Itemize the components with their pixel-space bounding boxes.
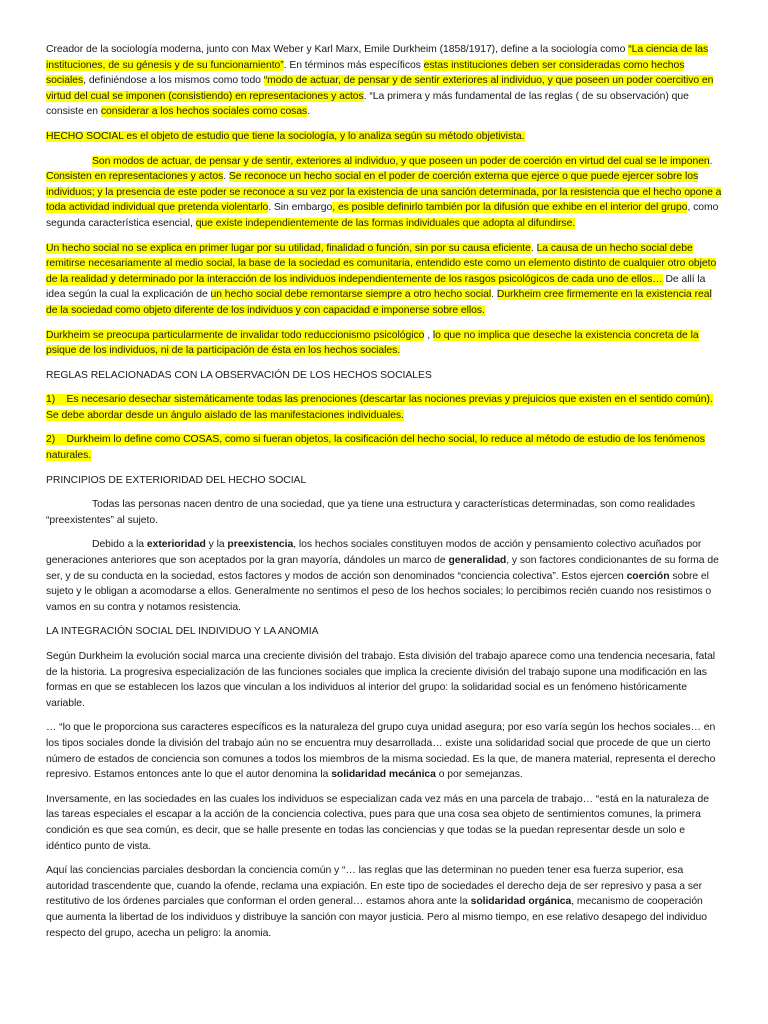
highlighted-text: Se reconoce un hecho social en el poder de coerción externa que ejerce o que puede ejercer sobre los individuos; y la presencia de este poder se reconoce a su vez por la existencia de una sanción determinada, por la resistencia que el hecho opone a toda actividad individual que pretenda violentarlo [46,171,722,214]
bold-term: solidaridad orgánica [470,896,572,908]
text-run: . [530,242,537,254]
highlighted-text: 1) Es necesario desechar sistemáticamente todas las prenociones (descartar las nociones previas y prejuicios que existen en el sentido común). Se debe abordar desde un ángulo aislado de las manifestaciones individuales. [46,394,713,421]
paragraph-division-trabajo: Según Durkheim la evolución social marca una creciente división del trabajo. Esta división del trabajo aparece como una tendencia necesaria, fatal de la historia. La progresiva especialización de las funciones sociales que implica la creciente división del trabajo supone una modificación en las formas en que se establecen los lazos que vinculan a los individuos al interior del grupo: la solidaridad social es un fenómeno históricamente variable. [46,651,716,709]
paragraph-reduccionismo [46,328,722,359]
text-run: Debido a la [92,539,147,551]
text-run: . [491,289,497,301]
text-run: sobre el sujeto y le obligan a acomodarse a ellos. Generalmente no sentimos el peso de los hechos sociales; lo percibimos recién cuando nos resistimos o vamos en su contra y notamos resistencia. [46,570,712,613]
highlighted-text: “modo de actuar, de pensar y de sentir exteriores al individuo, y que poseen un poder coercitivo en virtud del cual se imponen (consistiendo) en representaciones y actos [46,75,714,102]
highlighted-text: que existe independientemente de las formas individuales que adopta al difundirse. [195,217,576,229]
heading-exterioridad: PRINCIPIOS DE EXTERIORIDAD DEL HECHO SOCIAL [46,474,307,486]
paragraph-preexistentes: Todas las personas nacen dentro de una sociedad, que ya tiene una estructura y características determinadas, son como realidades “preexistentes” al sujeto. [46,499,695,526]
text-run: Aquí las conciencias parciales desbordan la conciencia común y “… las reglas que las determinan no pueden tener esa fuerza superior, esa autoridad trascendente que, cuando la ofende, reclama una expiación. En este tipo de sociedades el derecho deja de ser represivo y pasa a ser restitutivo de los órdenes parciales que conforman el orden general… estamos ahora ante la [46,865,703,908]
highlighted-text: estas instituciones deben ser consideradas como hechos sociales [46,59,685,87]
rule-2 [46,432,722,463]
text-run: , los hechos sociales constituyen modos de acción y pensamiento colectivo acuñados por generaciones anteriores que son aceptados por la gran mayoría, dándoles un marco de [46,539,702,567]
highlighted-text: 2) Durkheim lo define como COSAS, como si fueran objetos, la cosificación del hecho social, lo reduce al método de estudio de los fenómenos naturales. [46,434,705,462]
heading-integracion: LA INTEGRACIÓN SOCIAL DEL INDIVIDUO Y LA ANOMIA [46,626,319,638]
text-run: . Sin embargo [268,202,333,214]
bold-term: coerción [626,570,670,582]
highlighted-text: , es posible definirlo también por la difusión que exhibe en el interior del grupo [332,202,688,214]
text-run: . En términos más específicos [283,59,424,71]
text-run: … “lo que le proporciona sus caracteres específicos es la naturaleza del grupo cuya unidad asegura; por eso varía según los hechos sociales… en los tipos sociales donde la división del trabajo aún no se encuentra muy desarrollada… existe una solidaridad social que procede de que un cierto número de estados de conciencia son comunes a todos los miembros de la misma sociedad. Es la que, de manera material, representa el derecho represivo. Estamos entonces ante lo que el autor denomina la [46,722,716,781]
text-run: . [709,155,713,167]
text-run: . “La primera y más fundamental de las reglas ( de su observación) que consiste en [46,90,689,118]
paragraph-hecho-social-definition [46,129,722,145]
text-run: , mecanismo de cooperación que aumenta la libertad de los individuos y distribuye la sanción con mayor justicia. Pero al mismo tiempo, en ese relativo desapego del individuo respecto del grupo, acecha un peligro: la anomia. [46,896,707,939]
paragraph-solidaridad-mecanica [46,720,722,782]
bold-term: generalidad [448,555,507,567]
text-run: . [307,106,311,118]
highlighted-text: Son modos de actuar, de pensar y de sentir, exteriores al individuo, y que poseen un poder de coerción en virtud del cual se le imponen [92,155,710,167]
highlighted-text: “La ciencia de las instituciones, de su génesis y de su funcionamiento” [46,44,709,71]
paragraph-solidaridad-organica [46,863,722,941]
paragraph-conciencia-colectiva [46,537,722,615]
highlighted-text: Durkheim cree firmemente en la existencia real de la sociedad como objeto diferente de los individuos y con capacidad e imponerse sobre ellos. [46,289,712,316]
highlighted-text: HECHO SOCIAL es el objeto de estudio que tiene la sociología, y lo analiza según su método objetivista. [46,130,525,142]
highlighted-text: Durkheim se preocupa particularmente de invalidar todo reduccionismo psicológico [46,329,425,341]
bold-term: preexistencia [227,539,294,551]
text-run: . [223,171,229,183]
heading-reglas: REGLAS RELACIONADAS CON LA OBSERVACIÓN DE LOS HECHOS SOCIALES [46,369,432,381]
text-run: , definiéndose a los mismos como todo [83,75,264,87]
bold-term: solidaridad mecánica [331,769,436,781]
text-run: o por semejanzas. [435,769,523,781]
paragraph-inversamente: Inversamente, en las sociedades en las cuales los individuos se especializan cada vez más en una parcela de trabajo… “está en la naturaleza de las tareas especiales el escapar a la acción de la conciencia colectiva, pues para que una cosa sea objeto de sentimientos comunes, la primera condición es que sea común, es decir, que se halle presente en todas las conciencias y que todas se la puedan representar desde un solo e idéntico punto de vista. [46,793,709,852]
highlighted-text: Un hecho social no se explica en primer lugar por su utilidad, finalidad o función, sin por su causa eficiente [46,242,531,254]
text-run: y la [205,539,228,551]
highlighted-text: La causa de un hecho social debe remitirse necesariamente al medio social, la base de la sociedad es comunitaria, entendido este como un elemento distinto de cualquier otro objeto de la realidad y determinado por la interacción de los individuos independientemente de los rasgos psicológicos de cada uno de ellos… [46,242,717,285]
text-run: De allí la idea según la cual la explicación de [46,273,706,301]
paragraph-modos-de-actuar [46,154,722,232]
highlighted-text: un hecho social debe remontarse siempre a otro hecho social [210,289,492,301]
paragraph-causa-eficiente [46,241,722,319]
rule-1 [46,392,722,423]
highlighted-text: considerar a los hechos sociales como cosas [100,106,308,118]
text-run: Creador de la sociología moderna, junto con Max Weber y Karl Marx, Emile Durkheim (1858/1917), define a la sociología como [46,44,629,55]
highlighted-text: Consisten en representaciones y actos [46,171,224,183]
bold-term: exterioridad [146,539,206,551]
text-run: , como segunda característica esencial, [46,202,719,229]
paragraph-intro [46,42,722,120]
highlighted-text: lo que no implica que deseche la existencia concreta de la psique de los individuos, ni de la participación de ésta en los hechos sociales. [46,329,699,357]
text-run: , [424,329,433,341]
text-run: , y son factores condicionantes de su forma de ser, y de su conducta en la sociedad, estos factores y modos de acción son denominados “conciencia colectiva”. Estos ejercen [46,555,719,582]
